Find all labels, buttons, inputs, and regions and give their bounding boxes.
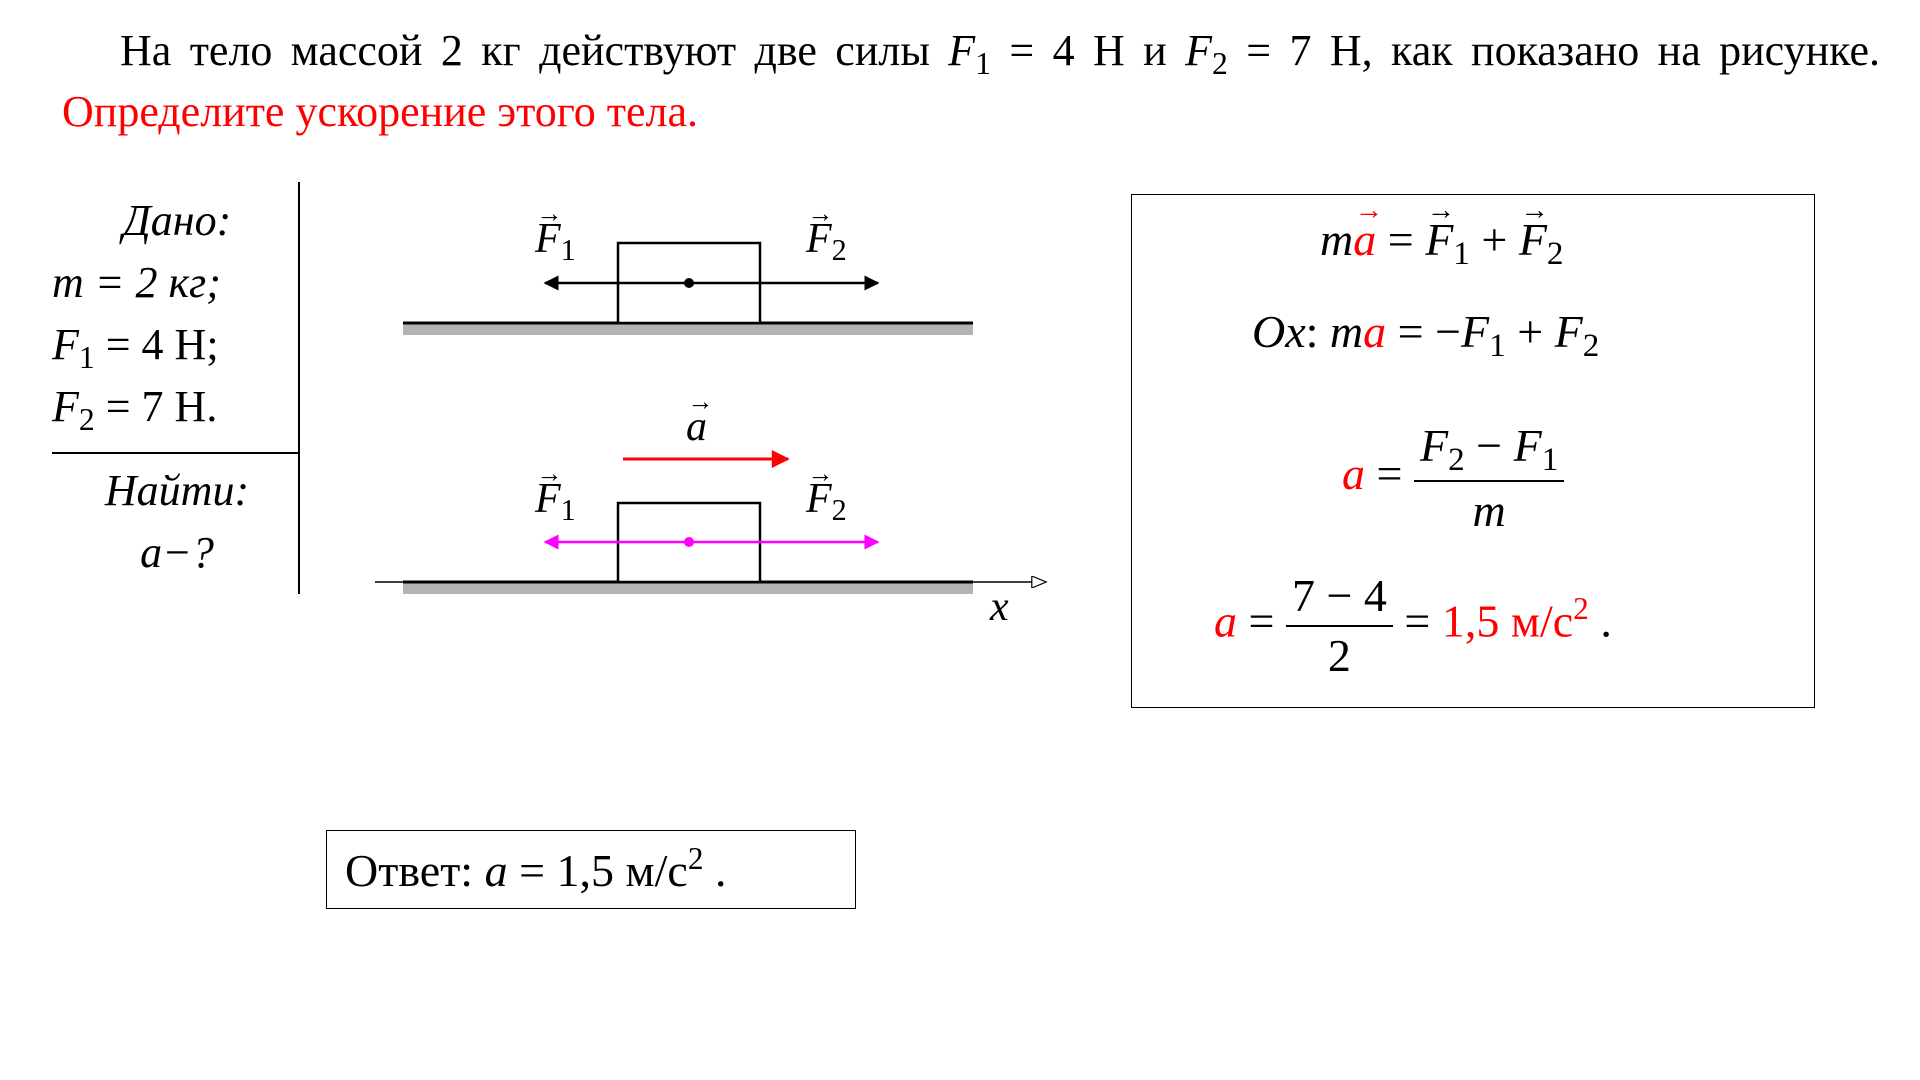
problem-text-3: = 7 Н, как показано на рисунке. — [1227, 26, 1880, 75]
label-f2-bottom: → $F_2$ — [806, 475, 847, 523]
solution-box — [1131, 194, 1815, 708]
given-f2-sub: 2 — [78, 401, 95, 437]
given-f1 — [52, 319, 302, 375]
problem-text-1: На тело массой 2 кг действуют две силы — [120, 26, 949, 75]
label-f2-top: → $F_2$ — [806, 215, 847, 263]
equation-acceleration-formula: a = $\frac{F_2 - F_1}{m}$ — [1342, 417, 1564, 540]
diagram-svg — [360, 195, 1080, 635]
given-f1-sub: 1 — [78, 339, 95, 375]
answer-exponent: 2 — [687, 840, 704, 876]
f1-symbol: F — [948, 26, 976, 75]
given-f1-value: = 4 Н; — [94, 320, 219, 369]
answer-value: = 1,5 м/с — [507, 845, 688, 896]
given-divider-horizontal — [52, 452, 300, 454]
answer-prefix: Ответ: — [345, 845, 485, 896]
ground-bottom — [403, 582, 973, 594]
center-point-bottom — [684, 537, 694, 547]
answer-dot: . — [703, 845, 727, 896]
label-f1-bottom: → $F_1$ — [535, 475, 576, 523]
fraction-numeric: $\frac{7 - 4}{2}$ — [1286, 567, 1393, 685]
given-f2-value: = 7 Н. — [94, 382, 218, 431]
find-unknown: a−? — [140, 528, 214, 577]
label-f1-top: → $F_1$ — [535, 215, 576, 263]
problem-text-2: = 4 Н и — [991, 26, 1186, 75]
f2-symbol: F — [1185, 26, 1213, 75]
given-mass-text: m = 2 кг; — [52, 258, 221, 307]
equation-newton-vector: m→ a = → $F_1$ + → $F_2$ — [1320, 213, 1563, 266]
given-f2 — [52, 381, 302, 437]
f1-subscript: 1 — [975, 45, 992, 81]
label-x-axis: x — [990, 584, 1009, 630]
given-mass — [52, 257, 302, 308]
given-f1-symbol: F — [52, 320, 79, 369]
find-title: Найти: — [104, 466, 250, 515]
answer-symbol: a — [484, 845, 508, 896]
given-title: Дано: — [122, 196, 232, 245]
label-acceleration: → a — [686, 403, 707, 451]
equation-projection: Ox: ma = $-F_1 + F_2$ — [1252, 306, 1600, 365]
f2-subscript: 2 — [1212, 45, 1228, 81]
equation-numeric-result: a = $\frac{7 - 4}{2}$ = 1,5 $м/с^2$ . — [1214, 567, 1612, 685]
fraction-formula: $\frac{F_2 - F_1}{m}$ — [1414, 417, 1564, 540]
ground-top — [403, 323, 973, 335]
answer-box — [326, 830, 856, 909]
problem-question: Определите ускорение этого тела. — [62, 87, 699, 136]
given-f2-symbol: F — [52, 382, 79, 431]
given-divider-vertical — [298, 182, 300, 594]
center-point-top — [684, 278, 694, 288]
problem-statement — [62, 22, 1880, 140]
